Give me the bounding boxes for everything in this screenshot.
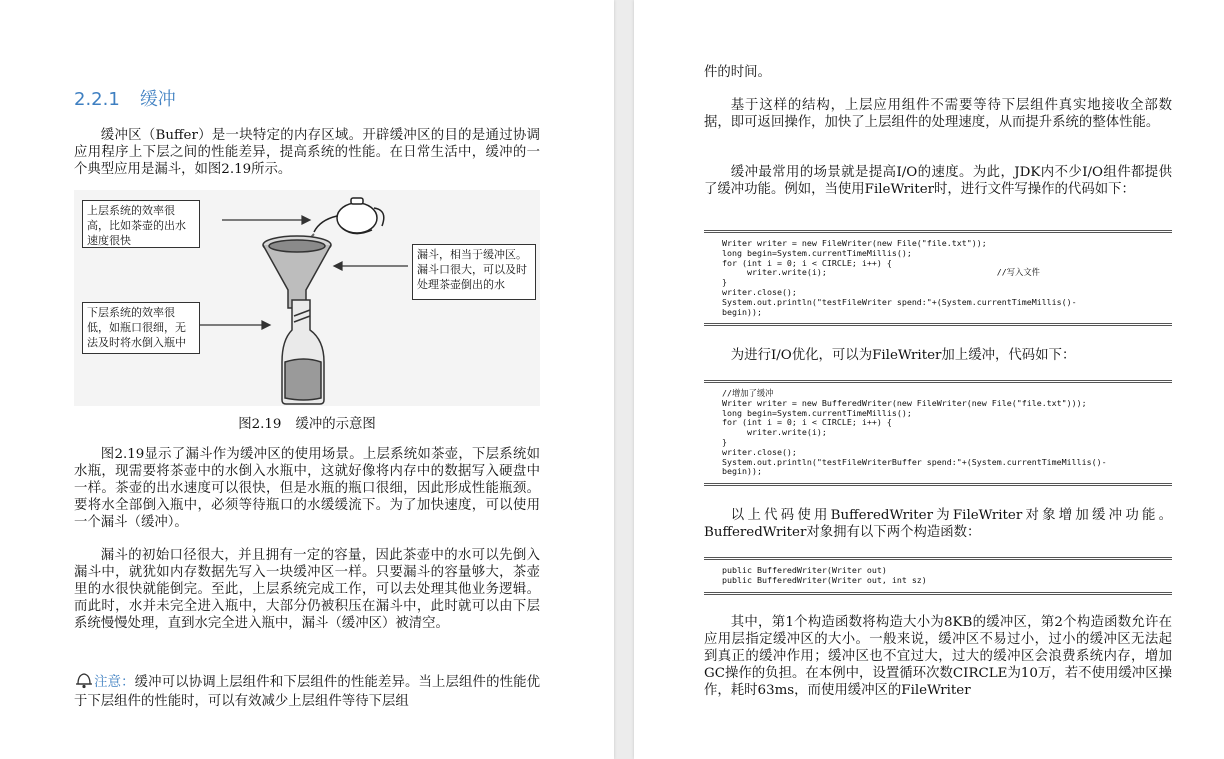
right-page (634, 0, 1224, 759)
paragraph-constructors-intro: 以上代码使用BufferedWriter为FileWriter对象增加缓冲功能。BufferedWriter对象拥有以下两个构造函数： (704, 508, 1172, 540)
callout-funnel: 漏斗，相当于缓冲区。漏斗口很大，可以及时处理茶壶倒出的水 (412, 244, 536, 300)
callout-lower-system: 下层系统的效率很低，如瓶口很细，无法及时将水倒入瓶中 (82, 302, 200, 354)
paragraph-intro: 缓冲区（Buffer）是一块特定的内存区域。开辟缓冲区的目的是通过协调应用程序上下层之间的性能差异，提高系统的性能。在日常生活中，缓冲的一个典型应用是漏斗，如图2.19所示。 (74, 128, 540, 177)
paragraph-continuation: 件的时间。 (704, 65, 771, 80)
callout-upper-system: 上层系统的效率很高，比如茶壶的出水速度很快 (82, 200, 200, 248)
bottle-icon (282, 300, 324, 404)
note-block (74, 671, 540, 711)
figure-number: 图2.19 (238, 417, 282, 432)
bell-icon (74, 671, 94, 689)
paragraph-io-buffer: 缓冲最常用的场景就是提高I/O的速度。为此，JDK内不少I/O组件都提供了缓冲功能。例如，当使用FileWriter时，进行文件写操作的代码如下： (704, 165, 1172, 197)
figure-caption (0, 413, 614, 432)
code-block-filewriter (704, 230, 1172, 326)
paragraph-buffer-size: 其中，第1个构造函数将构造大小为8KB的缓冲区，第2个构造函数允许在应用层指定缓冲区的大小。一般来说，缓冲区不易过小，过小的缓冲区无法起到真正的缓冲作用；缓冲区也不宜过大，过大的缓冲区会浪费系统内存，增加GC操作的负担。在本例中，设置循环次数CIRCLE为10万，若不使用缓冲区操作，耗时63ms，而使用缓冲区的FileWriter (704, 615, 1172, 698)
section-heading (74, 85, 176, 111)
paragraph-add-buffer: 为进行I/O优化，可以为FileWriter加上缓冲，代码如下： (730, 348, 1076, 363)
note-label: 注意： (94, 675, 135, 690)
section-title: 缓冲 (139, 89, 176, 110)
teapot-icon (314, 198, 384, 234)
section-number: 2.2.1 (74, 89, 120, 110)
figure-caption-text: 缓冲的示意图 (295, 417, 376, 432)
note-text: 缓冲可以协调上层组件和下层组件的性能差异。当上层组件的性能优于下层组件的性能时，可以有效减少上层组件等待下层组 (74, 675, 540, 709)
code-filewriter: Writer writer = new FileWriter(new File("file.txt")); long begin=System.currentTimeMillis(); for (int i = 0; i < CIRCLE; i++) { writer.write(i); //写入文件 } writer.close(); System.out.println("testFileWriter spend:"+(System.currentTimeMillis()- begin)); (722, 238, 1077, 317)
paragraph-funnel-scenario: 图2.19显示了漏斗作为缓冲区的使用场景。上层系统如茶壶，下层系统如水瓶，现需要将茶壶中的水倒入水瓶中，这就好像将内存中的数据写入硬盘中一样。茶壶的出水速度可以很快，但是水瓶的瓶口很细，因此形成性能瓶颈。要将水全部倒入瓶中，必须等待瓶口的水缓缓流下。为了加快速度，可以使用一个漏斗（缓冲）。 (74, 447, 540, 530)
funnel-figure (74, 190, 540, 406)
code-block-bufferedwriter (704, 380, 1172, 486)
paragraph-funnel-capacity: 漏斗的初始口径很大，并且拥有一定的容量，因此茶壶中的水可以先倒入漏斗中，就犹如内存数据先写入一块缓冲区一样。只要漏斗的容量够大，茶壶里的水很快就能倒完。至此，上层系统完成工作，可以去处理其他业务逻辑。而此时，水并未完全进入瓶中，大部分仍被积压在漏斗中，此时就可以由下层系统慢慢处理，直到水完全进入瓶中，漏斗（缓冲区）被清空。 (74, 548, 540, 631)
paragraph-structure-benefit: 基于这样的结构，上层应用组件不需要等待下层组件真实地接收全部数据，即可返回操作，加快了上层组件的处理速度，从而提升系统的整体性能。 (704, 98, 1172, 130)
code-block-constructors (704, 557, 1172, 595)
code-constructors: public BufferedWriter(Writer out) public BufferedWriter(Writer out, int sz) (722, 565, 927, 585)
code-bufferedwriter: //增加了缓冲 Writer writer = new BufferedWriter(new FileWriter(new File("file.txt"))); long begin=System.currentTimeMillis(); for (int i = 0; i < CIRCLE; i++) { writer.write(i); } writer.close(); System.out.println("testFileWriterBuffer spend:"+(System.currentTimeMillis()- begin)); (722, 388, 1107, 477)
funnel-icon (263, 236, 331, 308)
